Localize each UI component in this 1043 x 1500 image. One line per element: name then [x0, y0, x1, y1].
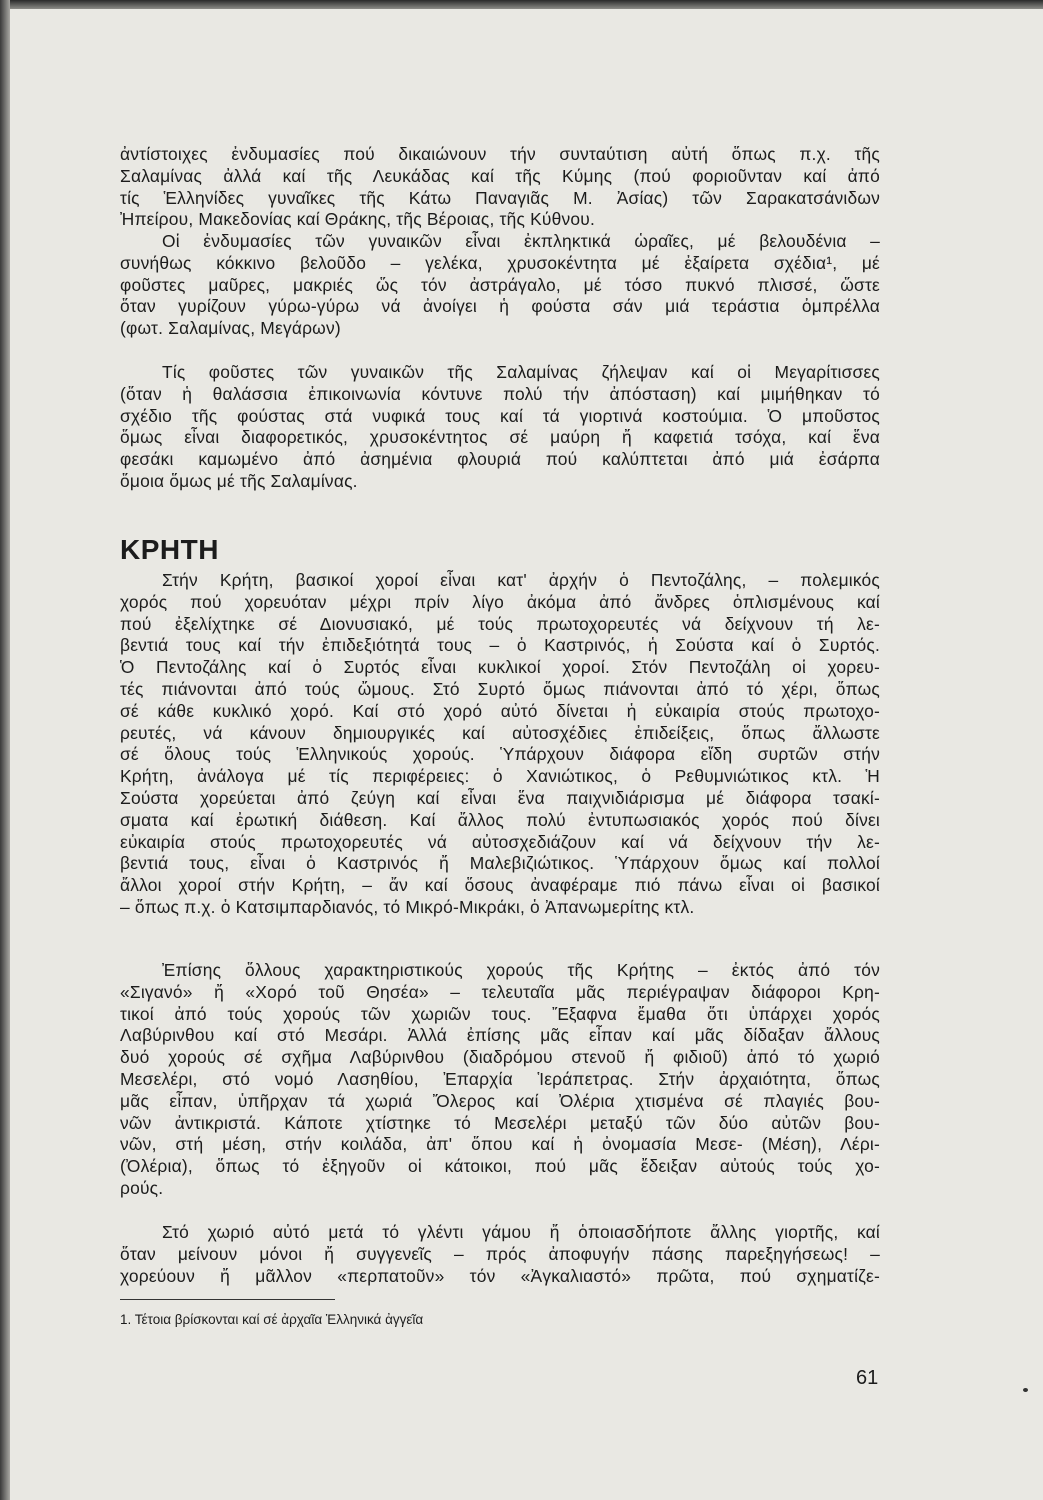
text-line: (Ὀλέρια), ὅπως τό ἐξηγοῦν οἱ κάτοικοι, πού μᾶς ἔδειξαν αὐτούς τούς χο-: [120, 1156, 880, 1177]
text-line: Κρήτη, ἀνάλογα μέ τίς περιφέρειες: ὁ Χανιώτικος, ὁ Ρεθυμνιώτικος κτλ. Ἡ: [120, 766, 880, 787]
text-line: χορεύουν ἤ μᾶλλον «περπατοῦν» τόν «Ἀγκαλιαστό» πρῶτα, πού σχηματίζε-: [120, 1265, 880, 1286]
text-line: δυό χορούς σέ σχῆμα Λαβύρινθου (διαδρόμου στενοῦ ἤ φιδιοῦ) ἀπό τό χωριό: [120, 1047, 880, 1068]
text-line: τές πιάνονται ἀπό τούς ὤμους. Στό Συρτό ὅμως πιάνονται ἀπό τό χέρι, ὅπως: [120, 678, 880, 699]
text-line: νῶν, στή μέση, στήν κοιλάδα, ἀπ' ὅπου καί ἡ ὀνομασία Μεσε- (Μέση), Λέρι-: [120, 1134, 880, 1155]
section-heading: ΚΡΗΤΗ: [120, 534, 219, 565]
paragraph: [120, 231, 880, 340]
text-line: σέ ὅλους τούς Ἑλληνικούς χορούς. Ὑπάρχουν διάφορα εἴδη συρτῶν στήν: [120, 744, 880, 765]
text-line: τικοί ἀπό τούς χορούς τῶν χωριῶν τους. Ἔξαφνα ἔμαθα ὅτι ὑπάρχει χορός: [120, 1003, 880, 1024]
text-line: Ὁ Πεντοζάλης καί ὁ Συρτός εἶναι κυκλικοί χοροί. Στόν Πεντοζάλη οἱ χορευ-: [120, 657, 880, 678]
text-line: εὐκαιρία στούς πρωτοχορευτές νά αὐτοσχεδιάζουν καί νά δείχνουν τήν λε-: [120, 831, 880, 852]
text-line: – ὅπως π.χ. ὁ Κατσιμπαρδιανός, τό Μικρό-Μικράκι, ὁ Ἀπανωμερίτης κτλ.: [120, 896, 695, 917]
text-line: πού ἐξελίχτηκε σέ Διονυσιακό, μέ τούς πρωτοχορευτές νά δείχνουν τή λε-: [120, 613, 880, 634]
paragraph: [120, 362, 880, 493]
text-line: Μεσελέρι, στό νομό Λασηθίου, Ἐπαρχία Ἱεράπετρας. Στήν ἀρχαιότητα, ὅπως: [120, 1068, 880, 1089]
text-line: ρούς.: [120, 1177, 164, 1198]
text-line: (ὅταν ἡ θαλάσσια ἐπικοινωνία κόντυνε πολύ τήν ἀπόσταση) καί μιμήθηκαν τό: [120, 383, 880, 404]
text-line: ὅταν γυρίζουν γύρω-γύρω νά ἀνοίγει ἡ φούστα σάν μιά τεράστια ὀμπρέλλα: [120, 296, 880, 317]
paragraph: [120, 960, 880, 1200]
footnote: 1. Τέτοια βρίσκονται καί σέ ἀρχαῖα Ἑλληνικά ἀγγεῖα: [120, 1312, 424, 1327]
text-line: βεντιά τους καί τήν ἐπιδεξιότητά τους – ὁ Καστρινός, ἡ Σούστα καί ὁ Συρτός.: [120, 635, 880, 656]
text-line: ὅμως εἶναι διαφορετικός, χρυσοκέντητος σέ μαύρη ἤ καφετιά τσόχα, καί ἕνα: [120, 427, 880, 448]
text-line: χορός πού χορευόταν μέχρι πρίν λίγο ἀκόμα ἀπό ἄνδρες ὁπλισμένους καί: [120, 591, 880, 612]
text-line: Σούστα χορεύεται ἀπό ζεύγη καί εἶναι ἕνα παιχνιδιάρισμα μέ διάφορα τσακί-: [120, 787, 880, 808]
scan-speck: [1023, 1388, 1028, 1392]
text-line: φεσάκι καμωμένο ἀπό ἀσημένια φλουριά πού καλύπτεται ἀπό μιά ἐσάρπα: [120, 449, 880, 470]
text-line: ὅταν μείνουν μόνοι ἤ συγγενεῖς – πρός ἀποφυγήν πάσης παρεξηγήσεως! –: [120, 1243, 880, 1264]
footnote-divider: [120, 1299, 335, 1300]
text-line: συνήθως κόκκινο βελοῦδο – γελέκα, χρυσοκέντητα μέ ἐξαίρετα σχέδια¹, μέ: [120, 252, 880, 273]
text-line: (φωτ. Σαλαμίνας, Μεγάρων): [120, 318, 341, 339]
text-line: μᾶς εἶπαν, ὑπῆρχαν τά χωριά Ὄλερος καί Ὀλέρια χτισμένα σέ πλαγιές βου-: [120, 1090, 880, 1111]
paragraph: [120, 144, 880, 231]
text-line: ρευτές, νά κάνουν δημιουργικές καί αὐτοσχέδιες ἐπιδείξεις, ὅπως ἄλλωστε: [120, 722, 880, 743]
text-line: σχέδιο τῆς φούστας στά νυφικά τους καί τά γιορτινά κοστούμια. Ὁ μποῦστος: [120, 405, 880, 426]
page-number: 61: [856, 1367, 879, 1389]
text-line: ἄλλοι χοροί στήν Κρήτη, – ἄν καί ὅσους ἀναφέραμε πιό πάνω εἶναι οἱ βασικοί: [120, 875, 880, 896]
paragraph: [120, 570, 880, 919]
text-line: σέ κάθε κυκλικό χορό. Καί στό χορό αὐτό δίνεται ἡ εὐκαιρία στούς πρωτοχο-: [120, 700, 880, 721]
text-line: Ἐπίσης ὅλλους χαρακτηριστικούς χορούς τῆς Κρήτης – ἐκτός ἀπό τόν: [162, 960, 880, 980]
text-line: νῶν ἀντικριστά. Κάποτε χτίστηκε τό Μεσελέρι μεταξύ τῶν δύο αὐτῶν βου-: [120, 1112, 880, 1133]
text-line: Τίς φοῦστες τῶν γυναικῶν τῆς Σαλαμίνας ζήλεψαν καί οἱ Μεγαρίτισσες: [162, 362, 880, 382]
text-line: Οἱ ἐνδυμασίες τῶν γυναικῶν εἶναι ἐκπληκτικά ὡραῖες, μέ βελουδένια –: [162, 231, 880, 251]
text-line: ἀντίστοιχες ἐνδυμασίες πού δικαιώνουν τήν συνταύτιση αὐτή ὅπως π.χ. τῆς: [120, 144, 880, 164]
text-line: Σαλαμίνας ἀλλά καί τῆς Λευκάδας καί τῆς Κύμης (πού φοριοῦνταν καί ἀπό: [120, 165, 880, 186]
text-line: σματα καί ἐρωτική διάθεση. Καί ἄλλος πολύ ἐντυπωσιακός χορός πού δίνει: [120, 809, 880, 830]
text-line: Στό χωριό αὐτό μετά τό γλέντι γάμου ἤ ὁποιασδήποτε ἄλλης γιορτῆς, καί: [162, 1222, 880, 1242]
text-line: «Σιγανό» ἤ «Χορό τοῦ Θησέα» – τελευταῖα μᾶς περιέγραψαν διάφοροι Κρη-: [120, 981, 880, 1002]
text-line: ὅμοια ὅμως μέ τῆς Σαλαμίνας.: [120, 470, 358, 491]
text-line: φοῦστες μαῦρες, μακριές ὥς τόν ἀστράγαλο, μέ τόσο πυκνό πλισσέ, ὥστε: [120, 274, 880, 295]
text-line: βεντιά τους, εἶναι ὁ Καστρινός ἤ Μαλεβιζιώτικος. Ὑπάρχουν ὅμως καί πολλοί: [120, 853, 880, 874]
text-line: Λαβύρινθου καί στό Μεσάρι. Ἀλλά ἐπίσης μᾶς εἶπαν καί μᾶς δίδαξαν ἄλλους: [120, 1025, 880, 1046]
paragraph: [120, 1222, 880, 1287]
text-line: Ἠπείρου, Μακεδονίας καί Θράκης, τῆς Βέροιας, τῆς Κύθνου.: [120, 209, 595, 230]
text-line: Στήν Κρήτη, βασικοί χοροί εἶναι κατ' ἀρχήν ὁ Πεντοζάλης, – πολεμικός: [162, 570, 880, 590]
text-line: τίς Ἑλληνίδες γυναῖκες τῆς Κάτω Παναγιᾶς Μ. Ἀσίας) τῶν Σαρακατσάνιδων: [120, 187, 880, 208]
